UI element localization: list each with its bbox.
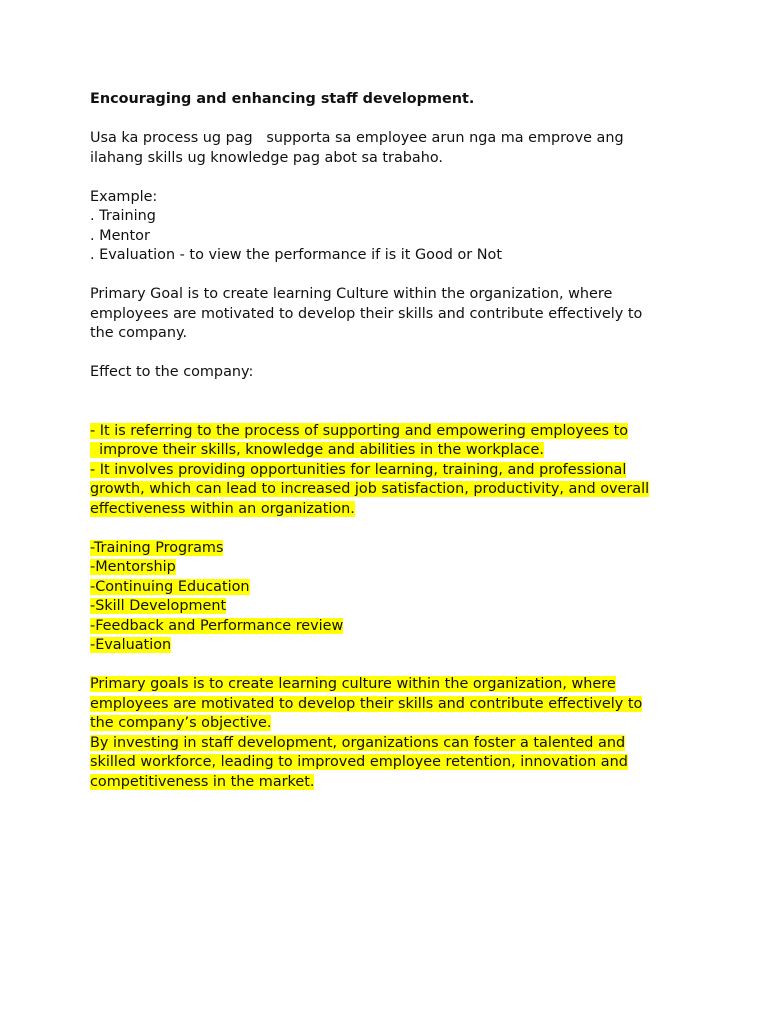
highlighted-list-item: -Evaluation <box>90 637 172 653</box>
spacer <box>90 266 690 286</box>
highlighted-line: improve their skills, knowledge and abilities in the workplace. <box>90 442 544 458</box>
highlighted-line: - It involves providing opportunities for learning, training, and professional <box>90 461 627 478</box>
spacer <box>90 383 690 403</box>
intro-line: Usa ka process ug pag supporta sa employee arun nga ma emprove ang <box>90 130 624 146</box>
intro-line: ilahang skills ug knowledge pag abot sa trabaho. <box>90 149 443 166</box>
highlighted-list-item: -Continuing Education <box>90 578 250 595</box>
spacer <box>90 656 690 676</box>
primary-goal-line: Primary Goal is to create learning Culture within the organization, where <box>90 286 613 302</box>
highlighted-line: employees are motivated to develop their skills and contribute effectively to <box>90 695 643 712</box>
highlighted-list-item: -Training Programs <box>90 539 224 556</box>
highlighted-line: - It is referring to the process of supporting and empowering employees to <box>90 422 629 439</box>
highlighted-line: effectiveness within an organization. <box>90 500 355 517</box>
example-item: . Mentor <box>90 227 150 244</box>
example-heading: Example: <box>90 188 158 205</box>
document-title: Encouraging and enhancing staff development. <box>90 91 475 107</box>
highlighted-list-item: -Skill Development <box>90 598 227 614</box>
highlighted-line: By investing in staff development, organizations can foster a talented and <box>90 734 626 751</box>
highlighted-line: growth, which can lead to increased job satisfaction, productivity, and overall <box>90 481 650 497</box>
spacer <box>90 110 690 130</box>
highlighted-line: Primary goals is to create learning culture within the organization, where <box>90 676 616 692</box>
effect-heading: Effect to the company: <box>90 364 254 380</box>
spacer <box>90 402 690 422</box>
spacer <box>90 519 690 539</box>
example-item: . Training <box>90 208 156 224</box>
highlighted-line: the company’s objective. <box>90 715 272 731</box>
spacer <box>90 344 690 364</box>
primary-goal-line: the company. <box>90 325 188 341</box>
highlighted-list-item: -Feedback and Performance review <box>90 617 344 634</box>
highlighted-line: skilled workforce, leading to improved employee retention, innovation and <box>90 754 628 770</box>
highlighted-list-item: -Mentorship <box>90 559 176 575</box>
primary-goal-line: employees are motivated to develop their skills and contribute effectively to <box>90 305 643 322</box>
document-body <box>90 90 690 792</box>
spacer <box>90 168 690 188</box>
example-item: . Evaluation - to view the performance if is it Good or Not <box>90 247 502 263</box>
highlighted-line: competitiveness in the market. <box>90 773 315 790</box>
